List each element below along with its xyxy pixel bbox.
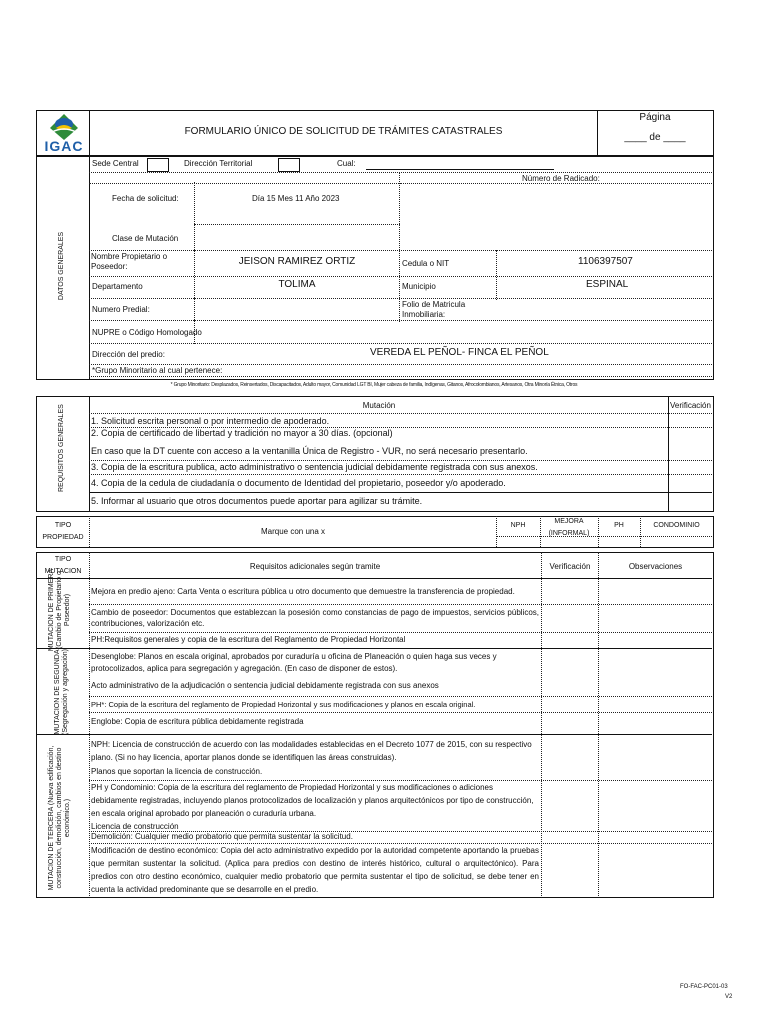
municipio-label: Municipio: [402, 282, 436, 291]
tercera-item-licencia: Licencia de construcción: [91, 822, 179, 831]
option-condominio[interactable]: CONDOMINIO: [653, 522, 700, 529]
sede-central-label: Sede Central: [92, 159, 139, 168]
mutacion-header: Mutación: [362, 401, 396, 410]
requisito-5: 5. Informar al usuario que otros documentos puede aportar para agilizar su trámite.: [91, 496, 423, 506]
primera-item-ph: PH:Requisitos generales y copia de la escritura del Reglamento de Propiedad Horizontal: [91, 635, 406, 644]
tipo-propiedad-instruction: Marque con una x: [260, 527, 326, 536]
segunda-item-ph: PH*: Copia de la escritura del reglamento de Propiedad Horizontal y sus modificaciones y planos en escala original.: [91, 700, 476, 709]
requisito-1: 1. Solicitud escrita personal o por intermedio de apoderado.: [91, 416, 330, 426]
option-nph[interactable]: NPH: [510, 522, 526, 529]
nupre-label: NUPRE o Código Homologado: [92, 328, 202, 337]
form-code: FO-FAC-PC01-03: [680, 984, 728, 990]
form-version: V2: [725, 994, 733, 1000]
requisitos-generales-label: REQUISITOS GENERALES: [58, 404, 65, 492]
mutacion-tercera-label: MUTACION DE TERCERA (Nueva edificación, construcción, demolición, cambios en destino económico.): [48, 745, 71, 891]
mutacion-segunda-label: MUTACION DE SEGUNDA (Segregación y agregación): [54, 649, 69, 735]
folio-matricula-label: Folio de Matricula Inmobiliaria:: [402, 300, 466, 319]
fecha-solicitud-value[interactable]: Día 15 Mes 11 Año 2023: [252, 194, 340, 203]
tipo-mutacion-label: TIPO MUTACION: [44, 556, 82, 575]
tercera-item-destino: Modificación de destino económico: Copia del acto administrativo expedido por la autoridad competente aportando la pruebas que permitan sustentar la solicitud. (Aplica para predios con destino de interés histórico, cultural o arquitectónico). Para predios con otro destino económico, cualquier medio probatorio que permita sustentar el tipo de solicitud, se debe tener en cuenta la actividad predominante que se desarrolle en el predio.: [91, 846, 539, 894]
sede-central-checkbox[interactable]: [147, 158, 169, 172]
segunda-item-desenglobe: Desenglobe: Planos en escala original, aprobados por curaduría u oficina de Planeación o quien haga sus veces y protocolizados, aplica para segregación y agregación. (En caso de disponer de estos).: [91, 652, 497, 673]
cual-input[interactable]: [366, 169, 554, 170]
clase-mutacion-label: Clase de Mutación: [112, 234, 179, 243]
propietario-label: Nombre Propietario o Poseedor:: [91, 252, 168, 271]
tercera-item-planos: Planos que soportan la licencia de construcción.: [91, 767, 263, 776]
direccion-territorial-checkbox[interactable]: [278, 158, 300, 172]
fecha-solicitud-label: Fecha de solicitud:: [112, 194, 179, 203]
primera-item-poseedor: Cambio de poseedor: Documentos que establezcan la posesión como constancias de pago de impuestos, servicios públicos, contribuciones, valorización etc.: [91, 608, 539, 628]
page-label: Página: [639, 112, 671, 123]
datos-generales-label: DATOS GENERALES: [58, 231, 65, 301]
verificacion-header: Verificación: [670, 401, 711, 410]
igac-logo: [42, 112, 86, 154]
primera-item-mejora: Mejora en predio ajeno: Carta Venta o escritura pública u otro documento que demuestre la transferencia de propiedad.: [91, 587, 515, 596]
requisitos-adicionales-header: Requisitos adicionales según tramite: [249, 562, 381, 571]
requisito-3: 3. Copia de la escritura publica, acto administrativo o sentencia judicial debidamente registrada con sus anexos.: [91, 462, 538, 472]
tercera-item-ph-condominio: PH y Condominio: Copia de la escritura del reglamento de Propiedad Horizontal y sus modificaciones o adiciones debidamente registradas, incluyendo planos protocolizados de localización y planos arquitectónicos por tipo de construcción, en escala original aprobado por planeación o curaduría urbana.: [91, 783, 534, 818]
page-number: ____ de ____: [624, 132, 686, 143]
requisito-4: 4. Copia de la cedula de ciudadanía o documento de Identidad del propietario, poseedor y/o apoderado.: [91, 478, 506, 488]
cual-label: Cual:: [337, 159, 356, 168]
municipio-value[interactable]: ESPINAL: [586, 279, 629, 290]
igac-logo-text: IGAC: [44, 138, 84, 154]
mutacion-primera-label: MUTACION DE PRIMERA (Cambio de Propietario o Poseedor): [48, 568, 71, 652]
option-mejora[interactable]: MEJORA (INFORMAL): [548, 518, 590, 537]
form-title: FORMULARIO ÚNICO DE SOLICITUD DE TRÁMITES CATASTRALES: [184, 126, 503, 137]
option-ph[interactable]: PH: [614, 522, 624, 529]
tercera-item-demolicion: Demolición: Cualquier medio probatorio que permita sustentar la solicitud.: [91, 832, 353, 841]
direccion-predio-value[interactable]: VEREDA EL PEÑOL- FINCA EL PEÑOL: [370, 347, 549, 358]
segunda-item-acto: Acto administrativo de la adjudicación o sentencia judicial debidamente registrada con sus anexos: [91, 681, 439, 690]
requisito-2-note: En caso que la DT cuente con acceso a la ventanilla Única de Registro - VUR, no será necesario presentarlo.: [91, 446, 528, 456]
propietario-value[interactable]: JEISON RAMIREZ ORTIZ: [238, 256, 356, 267]
direccion-territorial-label: Dirección Territorial: [184, 159, 253, 168]
cedula-label: Cedula o NIT: [402, 259, 450, 268]
requisito-2: 2. Copia de certificado de libertad y tradición no mayor a 30 días. (opcional): [91, 428, 393, 438]
departamento-label: Departamento: [92, 282, 143, 291]
mutacion-verificacion-header: Verificación: [549, 562, 591, 571]
tercera-item-nph: NPH: Licencia de construcción de acuerdo con las modalidades establecidas en el Decreto 1077 de 2015, con su respectivo plano. (Si no hay licencia, aportar planos donde se identifiquen las áreas construidas).: [91, 740, 532, 762]
direccion-predio-label: Dirección del predio:: [92, 350, 165, 359]
observaciones-header: Observaciones: [628, 562, 683, 571]
numero-predial-label: Numero Predial:: [92, 305, 150, 314]
tipo-propiedad-label: TIPO PROPIEDAD: [42, 522, 84, 541]
cedula-value[interactable]: 1106397507: [578, 256, 633, 267]
segunda-item-englobe: Englobe: Copia de escritura pública debidamente registrada: [91, 717, 304, 726]
grupo-minoritario-note: * Grupo Minoritario: Desplazados, Reinsertados, Discapacitados, Adulto mayor, Comunidad LGT BI, Mujer cabeza de familia, Indígenas, Gitanos, Afrocolombianos, Artesanos, Otra Minoría Étnica, Otros: [170, 382, 578, 388]
numero-radicado-label: Número de Radicado:: [522, 174, 600, 183]
grupo-minoritario-label: *Grupo Minoritario al cual pertenece:: [92, 366, 223, 375]
departamento-value[interactable]: TOLIMA: [278, 279, 316, 290]
